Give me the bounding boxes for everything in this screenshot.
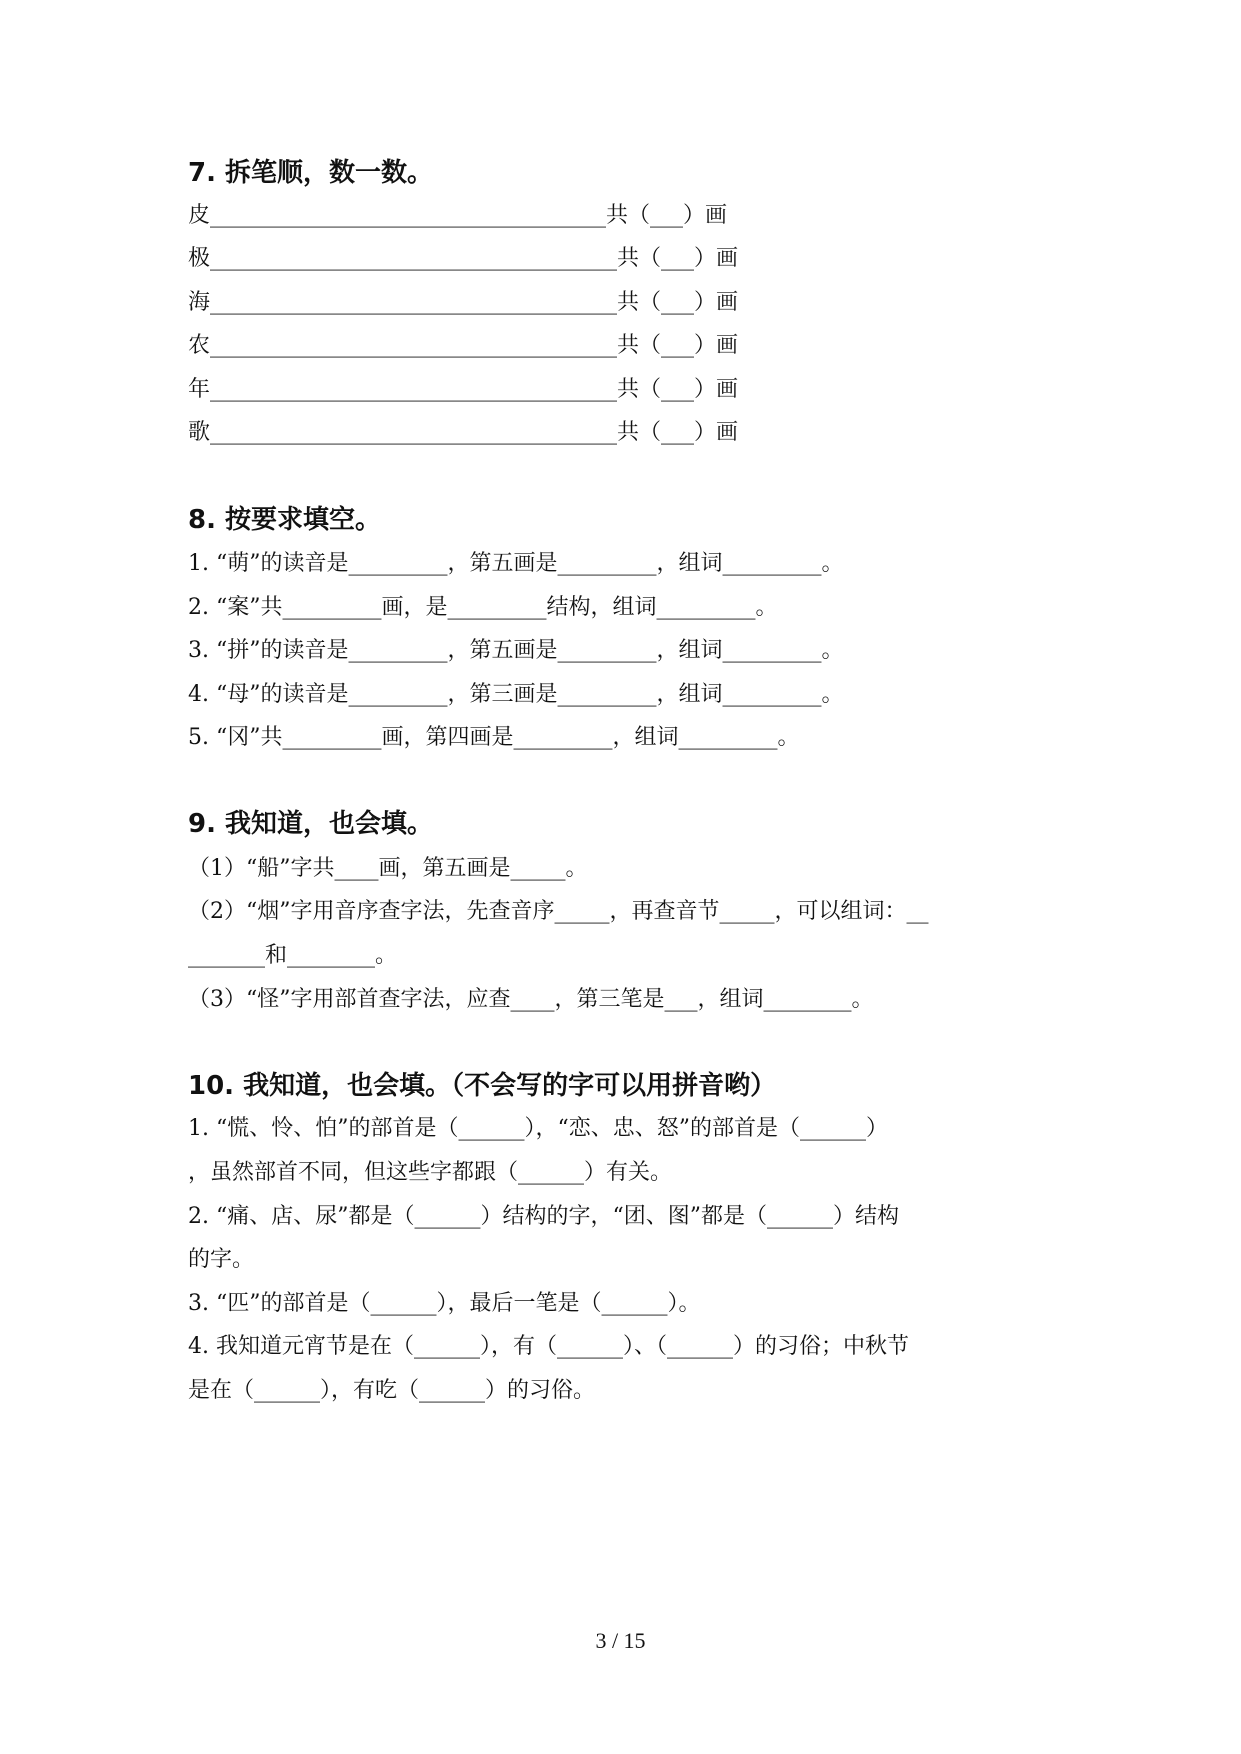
page-number: 3 / 15 xyxy=(595,1628,646,1653)
stroke-row-6: 歌_____________________________________共（___）画 xyxy=(188,420,739,445)
section-9-line-4: （3）“怪”字用部首查字法，应查____，第三笔是___，组词________。 xyxy=(188,987,874,1012)
stroke-row-1: 皮____________________________________共（___）画 xyxy=(188,203,728,228)
fill-item-4: 4. “母”的读音是_________，第三画是_________，组词_________。 xyxy=(188,682,844,707)
fill-item-1: 1. “萌”的读音是_________，第五画是_________，组词_________。 xyxy=(188,551,844,576)
worksheet-page xyxy=(188,0,1068,1754)
section-10-line-1: 1. “慌、怜、怕”的部首是（______），“恋、忠、怒”的部首是（______） xyxy=(188,1116,888,1141)
section-10-line-5: 3. “匹”的部首是（______），最后一笔是（______）。 xyxy=(188,1291,701,1316)
section-9-line-2: （2）“烟”字用音序查字法，先查音序_____，再查音节_____，可以组词：__ xyxy=(188,899,929,924)
section-10-heading: 10. 我知道，也会填。（不会写的字可以用拼音哟） xyxy=(188,1071,777,1101)
section-9-line-1: （1）“船”字共____画，第五画是_____。 xyxy=(188,856,588,881)
section-10-line-3: 2. “痛、店、尿”都是（______）结构的字，“团、图”都是（______）结构 xyxy=(188,1204,899,1229)
stroke-row-5: 年_____________________________________共（___）画 xyxy=(188,377,739,402)
fill-item-3: 3. “拼”的读音是_________，第五画是_________，组词_________。 xyxy=(188,638,844,663)
fill-item-2: 2. “案”共_________画，是_________结构，组词_________。 xyxy=(188,595,778,620)
stroke-row-4: 农_____________________________________共（___）画 xyxy=(188,333,739,358)
section-10-line-2: ，虽然部首不同，但这些字都跟（______）有关。 xyxy=(188,1160,673,1185)
section-8-heading: 8. 按要求填空。 xyxy=(188,505,382,535)
fill-item-5: 5. “冈”共_________画，第四画是_________，组词_________。 xyxy=(188,725,800,750)
stroke-row-3: 海_____________________________________共（___）画 xyxy=(188,290,739,315)
section-9-heading: 9. 我知道，也会填。 xyxy=(188,809,434,839)
section-10-line-6: 4. 我知道元宵节是在（______），有（______）、（______）的习俗；中秋节 xyxy=(188,1334,909,1359)
section-10-line-7: 是在（______），有吃（______）的习俗。 xyxy=(188,1378,596,1403)
stroke-row-2: 极_____________________________________共（___）画 xyxy=(188,246,739,271)
section-10-line-4: 的字。 xyxy=(188,1247,255,1272)
section-7-heading: 7. 拆笔顺，数一数。 xyxy=(188,158,434,188)
section-9-line-3: _______和________。 xyxy=(188,943,398,968)
